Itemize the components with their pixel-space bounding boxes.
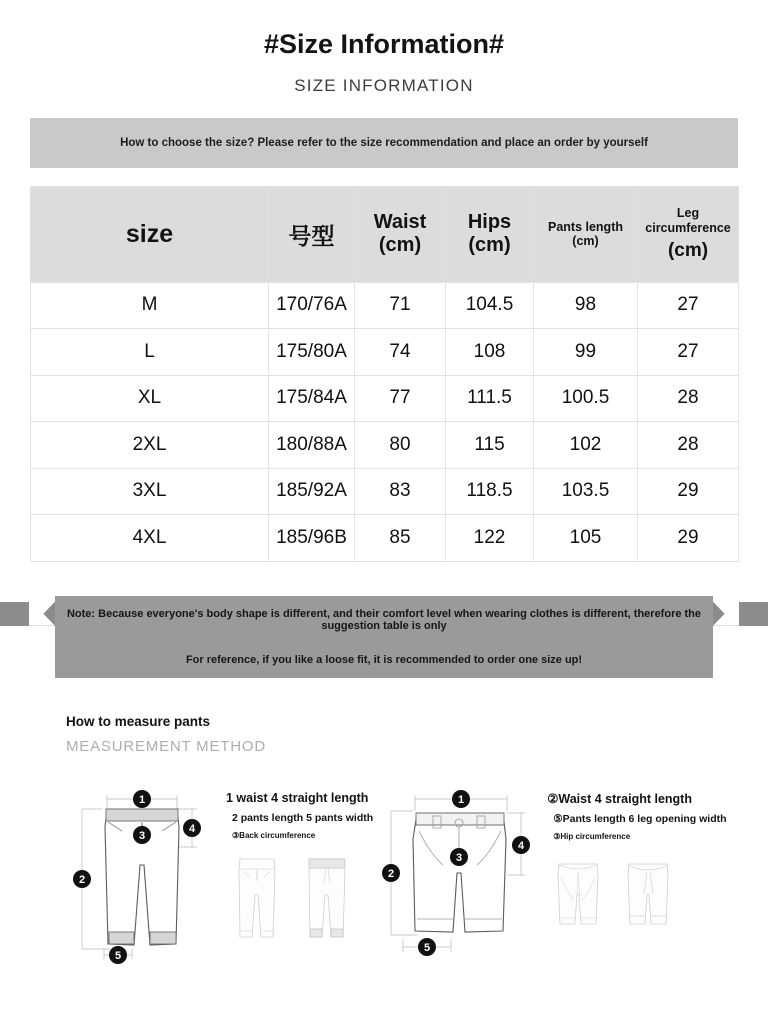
note-ribbon [0,596,768,678]
svg-text:2: 2 [78,873,86,886]
shorts-callout-4 [512,836,530,854]
cell-pants-length: 103.5 [534,468,638,515]
measurement-subtitle: MEASUREMENT METHOD [66,737,266,755]
pants-legend [222,769,373,969]
svg-text:4: 4 [518,839,525,852]
cell-waist: 74 [355,329,446,376]
cell-hips: 118.5 [446,468,534,515]
pants-legend-line-2: 2 pants length 5 pants width [232,811,374,824]
pants-diagram-group [52,769,373,969]
svg-text:5: 5 [114,949,122,962]
size-table [30,186,739,562]
pants-callout-2 [73,870,91,888]
svg-text:2: 2 [388,867,395,880]
cell-pants-length: 102 [534,422,638,469]
cell-size: 3XL [31,468,269,515]
pants-callout-5 [109,946,127,964]
svg-text:3: 3 [138,829,146,842]
cell-size: XL [31,375,269,422]
shorts-callout-2 [382,864,400,882]
cell-pants-length: 98 [534,282,638,329]
cell-model: 175/84A [269,375,355,422]
cell-size: 2XL [31,422,269,469]
cell-waist: 71 [355,282,446,329]
table-row [31,468,739,515]
cell-pants-length: 105 [534,515,638,562]
shorts-diagram-group [373,769,726,969]
shorts-measurement-figure [373,769,543,969]
cell-hips: 115 [446,422,534,469]
cell-waist: 85 [355,515,446,562]
pants-legend-line-1: 1 waist 4 straight length [226,790,369,805]
cell-leg-circumference: 28 [638,375,739,422]
shorts-legend-line-1: ②Waist 4 straight length [547,791,692,806]
cell-waist: 77 [355,375,446,422]
cell-leg-circumference: 28 [638,422,739,469]
measurement-heading [66,714,768,755]
column-header-leg-circumference-unit: (cm) [667,239,709,261]
svg-text:1: 1 [458,793,465,806]
page-subtitle: SIZE INFORMATION [294,75,474,95]
cell-size: L [31,329,269,376]
pants-callout-3 [133,826,151,844]
cell-pants-length: 99 [534,329,638,376]
table-row [31,515,739,562]
note-line-1: Note: Because everyone's body shape is different, and their comfort level when wearing clothes is different, therefore the suggestion table is only [66,607,702,632]
pants-callout-4 [183,819,201,837]
cell-model: 185/92A [269,468,355,515]
intro-banner [30,118,738,168]
cell-leg-circumference: 29 [638,468,739,515]
pants-callout-1 [133,790,151,808]
column-header-size: size [31,186,269,282]
column-header-leg-circumference [638,186,739,282]
shorts-legend-line-2: ⑤Pants length 6 leg opening width [553,812,727,825]
cell-model: 175/80A [269,329,355,376]
page-title: #Size Information# [263,29,505,59]
cell-hips: 122 [446,515,534,562]
note-line-2: For reference, if you like a loose fit, it is recommended to order one size up! [185,653,583,666]
column-header-waist: Waist (cm) [355,186,446,282]
column-header-hips: Hips (cm) [446,186,534,282]
cell-waist: 80 [355,422,446,469]
shorts-legend-line-3: ③Hip circumference [553,831,631,841]
table-row [31,375,739,422]
svg-text:5: 5 [424,941,431,954]
size-table-header [31,186,739,282]
svg-text:1: 1 [138,793,146,806]
cell-hips: 111.5 [446,375,534,422]
shorts-thumbnail-front-icon [547,850,609,946]
column-header-leg-circumference-label: Leg circumference [645,205,731,236]
cell-model: 180/88A [269,422,355,469]
shorts-callout-3 [450,848,468,866]
svg-text:4: 4 [188,822,196,835]
table-row [31,422,739,469]
shorts-legend [543,769,726,969]
cell-pants-length: 100.5 [534,375,638,422]
table-row [31,282,739,329]
column-header-pants-length: Pants length (cm) [534,186,638,282]
pants-thumbnail-back-icon [296,849,358,945]
cell-leg-circumference: 27 [638,329,739,376]
svg-text:3: 3 [456,851,463,864]
intro-banner-text: How to choose the size? Please refer to the size recommendation and place an order by yourself [120,136,648,149]
shorts-callout-1 [452,790,470,808]
pants-measurement-figure [52,769,222,969]
cell-model: 170/76A [269,282,355,329]
table-row [31,329,739,376]
measurement-title: How to measure pants [66,713,211,729]
cell-waist: 83 [355,468,446,515]
table-header-row [31,186,739,282]
shorts-callout-5 [418,938,436,956]
measurement-diagrams [0,769,768,969]
cell-model: 185/96B [269,515,355,562]
cell-size: M [31,282,269,329]
cell-hips: 104.5 [446,282,534,329]
pants-thumbnail-front-icon [226,849,288,945]
cell-hips: 108 [446,329,534,376]
cell-size: 4XL [31,515,269,562]
cell-leg-circumference: 27 [638,282,739,329]
pants-legend-line-3: ③Back circumference [232,830,316,840]
cell-leg-circumference: 29 [638,515,739,562]
size-table-body [31,282,739,561]
pants-thumbnails [226,849,373,945]
column-header-model: 号型 [269,186,355,282]
shorts-thumbnail-back-icon [617,850,679,946]
shorts-thumbnails [547,850,726,946]
note-ribbon-body [55,596,713,678]
